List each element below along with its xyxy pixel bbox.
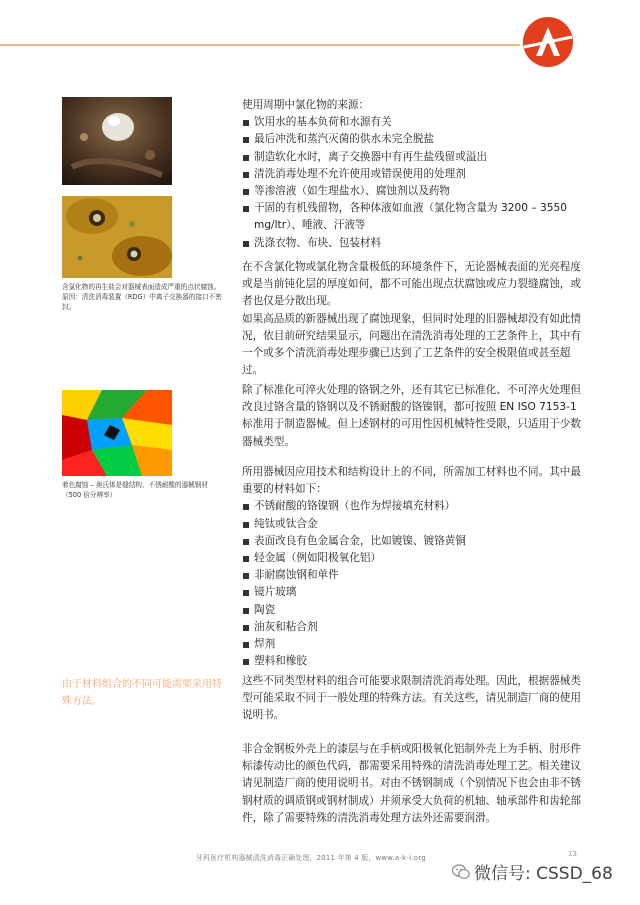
list-item: 不锈耐酸的铬镍钢（也作为焊接填充材料）: [242, 498, 582, 515]
micrograph-photo: [62, 390, 172, 476]
paragraph-block-3: [242, 673, 582, 725]
wechat-id: 微信号: CSSD_68: [474, 864, 613, 884]
side-note: 由于材料组合的不同可能需要采用特殊方法。: [62, 679, 222, 707]
aki-logo-icon: [522, 16, 574, 68]
paragraph: 所用器械因应用技术和结构设计上的不同，所需加工材料也不同。其中最重要的材料如下：: [242, 466, 581, 496]
list-item: 焊剂: [242, 636, 582, 653]
chloride-sources-block: [242, 97, 582, 252]
list-item: 制造软化水时，离子交换器中有再生盐残留或溢出: [242, 149, 582, 166]
list-item: 洗涤衣物、布块、包装材料: [242, 235, 582, 252]
photo-caption-2: 着色腐蚀 – 奥氏体是缝结构、不锈耐酸的器械钢材（500 倍分辨率）: [62, 481, 208, 499]
photo-caption-1: [62, 282, 222, 312]
intro-text: 使用周期中氯化物的来源：: [242, 99, 370, 111]
list-item: 非耐腐蚀钢和单件: [242, 567, 582, 584]
list-item: 表面改良有色金属合金，比如镀镍、镀铬黄铜: [242, 533, 582, 550]
wechat-watermark: [452, 859, 613, 884]
caption-1-line-2: 原因：清洗消毒装置（RDG）中离子交换器的接口不密封。: [62, 293, 222, 311]
list-item: 陶瓷: [242, 602, 582, 619]
paragraph-block-4: [242, 741, 582, 827]
corrosion-photo-1: [62, 97, 172, 185]
header-rule: [0, 44, 520, 46]
list-item: 纯钛或钛合金: [242, 516, 582, 533]
list-item: 轻金属（例如阳极氧化铝）: [242, 550, 582, 567]
list-item: 等渗溶液（如生理盐水）、腐蚀剂以及药物: [242, 183, 582, 200]
list-item: 清洗消毒处理不允许使用或错误使用的处理剂: [242, 166, 582, 183]
list-item: 最后冲洗和蒸汽灭菌的供水未完全脱盐: [242, 131, 582, 148]
paragraph: 在不含氯化物或氯化物含量极低的环境条件下，无论器械表面的光亮程度或是当前钝化层的厚度如何，都不可能出现点状腐蚀或应力裂缝腐蚀，或者也仅是分散出现。: [242, 261, 581, 308]
list-item: 干固的有机残留物，各种体液如血液（氯化物含量为 3200 – 3550 mg/ltr）、唾液、汗液等: [242, 200, 582, 234]
paragraph-block-2: [242, 382, 582, 451]
footer-citation: 牙科医疗机构器械清洗消毒正确处理，2011 年第 4 版，www.a-k-i.org: [196, 854, 426, 862]
list-item: 油灰和粘合剂: [242, 619, 582, 636]
page-number: 13: [568, 850, 577, 858]
materials-block: [242, 464, 582, 670]
paragraph: 这些不同类型材料的组合可能要求限制清洗消毒处理。因此，根据器械类型可能采取不同于一般处理的特殊方法。有关这些，请见制造厂商的使用说明书。: [242, 675, 581, 722]
list-item: 饮用水的基本负荷和水源有关: [242, 114, 582, 131]
paragraph: 非合金钢板外壳上的漆层与在手柄或阳极氧化铝制外壳上为手柄、肘形件标漆传动比的颜色代码，都需要采用特殊的清洗消毒处理工艺。相关建议请见制造厂商的使用说明书。对由不锈钢制成（个别情况下也会由非不锈钢材质的调质钢或钢材制成）并须承受大负荷的机轴、轴承部件和齿轮部件，除了需要特殊的清洗消毒处理方法外还需要润滑。: [242, 743, 581, 824]
materials-list: [242, 498, 582, 670]
list-item: 塑料和橡胶: [242, 653, 582, 670]
corrosion-photo-2: [62, 196, 172, 278]
paragraph-block-1: [242, 259, 582, 379]
list-item: 镜片玻璃: [242, 584, 582, 601]
sources-list: [242, 114, 582, 252]
paragraph: 除了标准化可淬火处理的铬钢之外，还有其它已标准化、不可淬火处理但改良过铬含量的铬钢以及不锈耐酸的铬镍钢，都可按照 EN ISO 7153-1 标准用于制造器械。但上述钢材的可用性因机械特性受限，只适用于少数器械类型。: [242, 384, 581, 448]
wechat-icon: [452, 864, 470, 880]
paragraph: 如果高品质的新器械出现了腐蚀现象，但同时处理的旧器械却没有如此情况，依目前研究结果显示，问题出在清洗消毒处理的工艺条件上，其中有一个或多个清洗消毒处理步骤已达到了工艺条件的安全极限值或甚至超过。: [242, 312, 581, 377]
caption-1-line-1: 含氯化物的再生盐会对器械表面造成严重的点状腐蚀。: [62, 283, 221, 291]
